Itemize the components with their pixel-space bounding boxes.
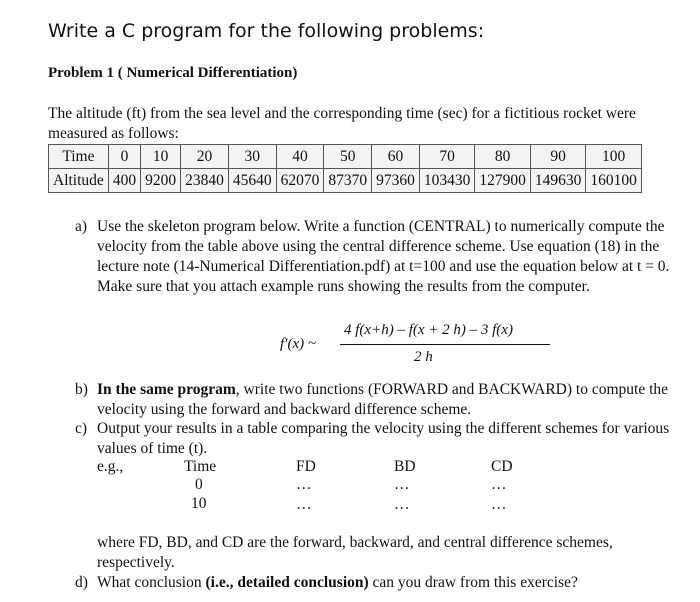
part-d-marker: d) xyxy=(75,574,88,591)
equation-denominator: 2 h xyxy=(414,349,433,365)
equation-lhs: f′(x) ~ xyxy=(280,336,316,352)
time-cell: 20 xyxy=(181,145,229,169)
example-cell: … xyxy=(491,476,507,493)
altitude-label-cell: Altitude xyxy=(49,169,109,193)
part-c-text: Output your results in a table comparing the velocity using the different schemes for various values of time (t). xyxy=(97,420,670,457)
part-d-bold: (i.e., detailed conclusion) xyxy=(205,574,369,591)
equation-numerator: 4 f(x+h) – f(x + 2 h) – 3 f(x) xyxy=(344,322,513,338)
altitude-cell: 149630 xyxy=(530,169,586,193)
col-header-time: Time xyxy=(184,458,217,475)
col-header-bd: BD xyxy=(394,458,416,475)
altitude-cell: 103430 xyxy=(419,169,475,193)
time-cell: 80 xyxy=(475,145,531,169)
time-cell: 70 xyxy=(419,145,475,169)
altitude-row xyxy=(49,169,642,193)
where-text: where FD, BD, and CD are the forward, backward, and central difference schemes, respectively. xyxy=(97,534,613,571)
altitude-cell: 127900 xyxy=(475,169,531,193)
time-cell: 100 xyxy=(586,145,642,169)
part-b-text xyxy=(97,380,687,420)
part-d-post: can you draw from this exercise? xyxy=(368,574,578,591)
part-c-marker: c) xyxy=(75,420,88,437)
altitude-cell: 97360 xyxy=(372,169,420,193)
example-label: e.g., xyxy=(97,458,124,475)
page-heading: Write a C program for the following problems: xyxy=(48,20,485,42)
col-header-fd: FD xyxy=(296,458,316,475)
altitude-cell: 87370 xyxy=(324,169,372,193)
altitude-cell: 23840 xyxy=(181,169,229,193)
altitude-cell: 160100 xyxy=(586,169,642,193)
altitude-cell: 9200 xyxy=(141,169,181,193)
time-cell: 90 xyxy=(530,145,586,169)
time-cell: 10 xyxy=(141,145,181,169)
example-cell: 0 xyxy=(195,476,203,493)
part-a-marker: a) xyxy=(75,218,88,235)
time-cell: 40 xyxy=(276,145,324,169)
altitude-cell: 62070 xyxy=(276,169,324,193)
example-cell: … xyxy=(394,476,410,493)
part-b-bold: In the same program xyxy=(97,381,236,398)
part-d-pre: What conclusion xyxy=(97,574,206,591)
col-header-cd: CD xyxy=(491,458,513,475)
time-cell: 0 xyxy=(108,145,140,169)
time-cell: 30 xyxy=(228,145,276,169)
fraction-bar xyxy=(340,344,550,345)
part-d-text xyxy=(97,573,687,593)
example-cell: … xyxy=(394,496,410,513)
altitude-cell: 400 xyxy=(108,169,140,193)
time-row xyxy=(49,145,642,169)
altitude-cell: 45640 xyxy=(228,169,276,193)
example-cell: 10 xyxy=(191,495,207,512)
part-b-rest: , write two functions (FORWARD and BACKWARD) to compute the velocity using the forward and backward difference scheme. xyxy=(97,381,669,418)
time-cell: 60 xyxy=(372,145,420,169)
example-cell: … xyxy=(296,476,312,493)
example-cell: … xyxy=(296,496,312,513)
problem-title: Problem 1 ( Numerical Differentiation) xyxy=(48,65,298,81)
time-cell: 50 xyxy=(324,145,372,169)
altitude-time-table xyxy=(48,144,642,193)
intro-paragraph: The altitude (ft) from the sea level and the corresponding time (sec) for a fictitious rocket were measured as follows: xyxy=(48,105,636,142)
time-label-cell: Time xyxy=(49,145,109,169)
part-b-marker: b) xyxy=(75,381,88,398)
part-a-text: Use the skeleton program below. Write a function (CENTRAL) to numerically compute the velocity from the table above using the central difference scheme. Use equation (18) in the lecture note (14-Numerical Differentiation.pdf) at t=100 and use the equation below at t = 0. Make sure that you attach example runs showing the results from the computer. xyxy=(97,218,670,295)
example-cell: … xyxy=(491,496,507,513)
